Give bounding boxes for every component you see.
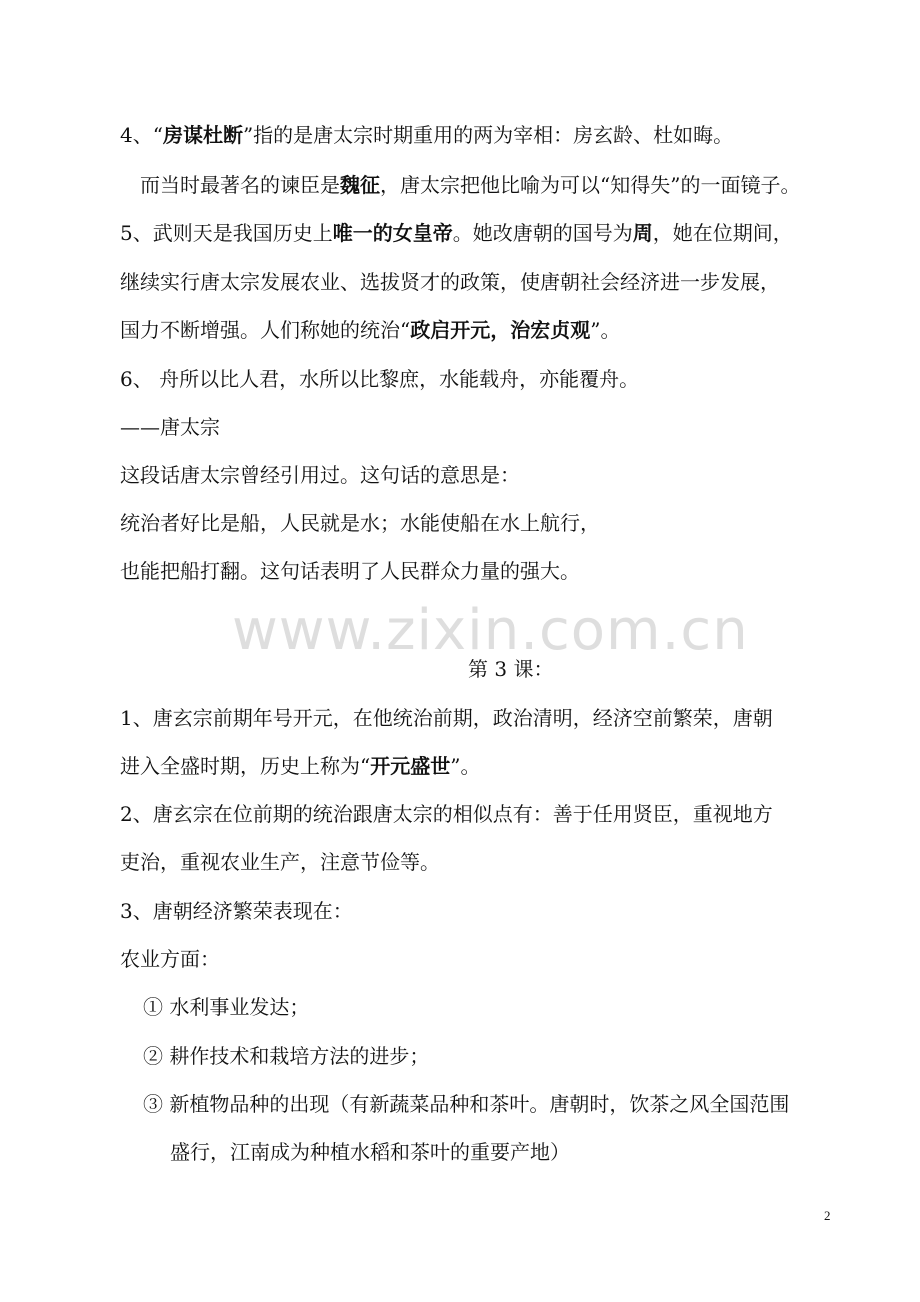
text: ”指的是唐太宗时期重用的两为宰相：房玄龄、杜如晦。 xyxy=(242,123,734,147)
line-item-6: 6、 舟所以比人君，水所以比黎庶，水能载舟，亦能覆舟。 xyxy=(120,367,640,391)
text: 。她改唐朝的国号为 xyxy=(452,221,633,245)
watermark: www.zixin.com.cn xyxy=(232,598,749,663)
list-item: ③ 新植物品种的出现（有新蔬菜品种和茶叶。唐朝时，饮茶之风全国范围 xyxy=(143,1092,790,1116)
text: 进入全盛时期，历史上称为“ xyxy=(120,754,371,778)
bold-term: 政启开元，治宏贞观 xyxy=(410,318,591,342)
list-item: ① 水利事业发达； xyxy=(143,995,310,1019)
text: 5、武则天是我国历史上 xyxy=(120,221,333,245)
text: ”。 xyxy=(590,318,621,342)
bold-term: 唯一的女皇帝 xyxy=(332,221,453,245)
text: ，她在位期间， xyxy=(652,221,793,245)
line-item-5 xyxy=(120,220,793,246)
text: 4、“ xyxy=(120,123,163,147)
text: 而当时最著名的谏臣是 xyxy=(140,173,340,197)
lesson-heading: 第 3 课： xyxy=(468,657,554,681)
list-item-cont: 盛行，江南成为种植水稻和茶叶的重要产地） xyxy=(170,1140,570,1164)
text: ，唐太宗把他比喻为可以“知得失”的一面镜子。 xyxy=(380,173,801,197)
quote-attribution: ——唐太宗 xyxy=(120,415,220,439)
paragraph-line: 这段话唐太宗曾经引用过。这句话的意思是： xyxy=(120,463,520,487)
paragraph-line: 也能把船打翻。这句话表明了人民群众力量的强大。 xyxy=(120,559,580,583)
subheading-agriculture: 农业方面： xyxy=(120,947,220,971)
page-number: 2 xyxy=(824,1208,831,1223)
bold-term: 周 xyxy=(632,221,653,245)
line-item-1: 1、唐玄宗前期年号开元，在他统治前期，政治清明，经济空前繁荣，唐朝 xyxy=(120,706,773,730)
text: 国力不断增强。人们称她的统治“ xyxy=(120,318,411,342)
paragraph-line: 统治者好比是船，人民就是水；水能使船在水上航行， xyxy=(120,511,600,535)
line-item-4-cont xyxy=(140,172,800,198)
line-item-4 xyxy=(120,122,733,148)
list-item: ② 耕作技术和栽培方法的进步； xyxy=(143,1044,430,1068)
line-item-3: 3、唐朝经济繁荣表现在： xyxy=(120,899,353,923)
line-item-2-cont: 吏治，重视农业生产，注意节俭等。 xyxy=(120,850,440,874)
line-item-5-cont-1: 继续实行唐太宗发展农业、选拔贤才的政策，使唐朝社会经济进一步发展， xyxy=(120,270,780,294)
text: ”。 xyxy=(450,754,481,778)
bold-term: 开元盛世 xyxy=(370,754,451,778)
line-item-1-cont xyxy=(120,753,480,779)
line-item-5-cont-2 xyxy=(120,317,620,343)
bold-term: 房谋杜断 xyxy=(162,123,243,147)
line-item-2: 2、唐玄宗在位前期的统治跟唐太宗的相似点有：善于任用贤臣，重视地方 xyxy=(120,802,773,826)
bold-term: 魏征 xyxy=(340,173,380,197)
